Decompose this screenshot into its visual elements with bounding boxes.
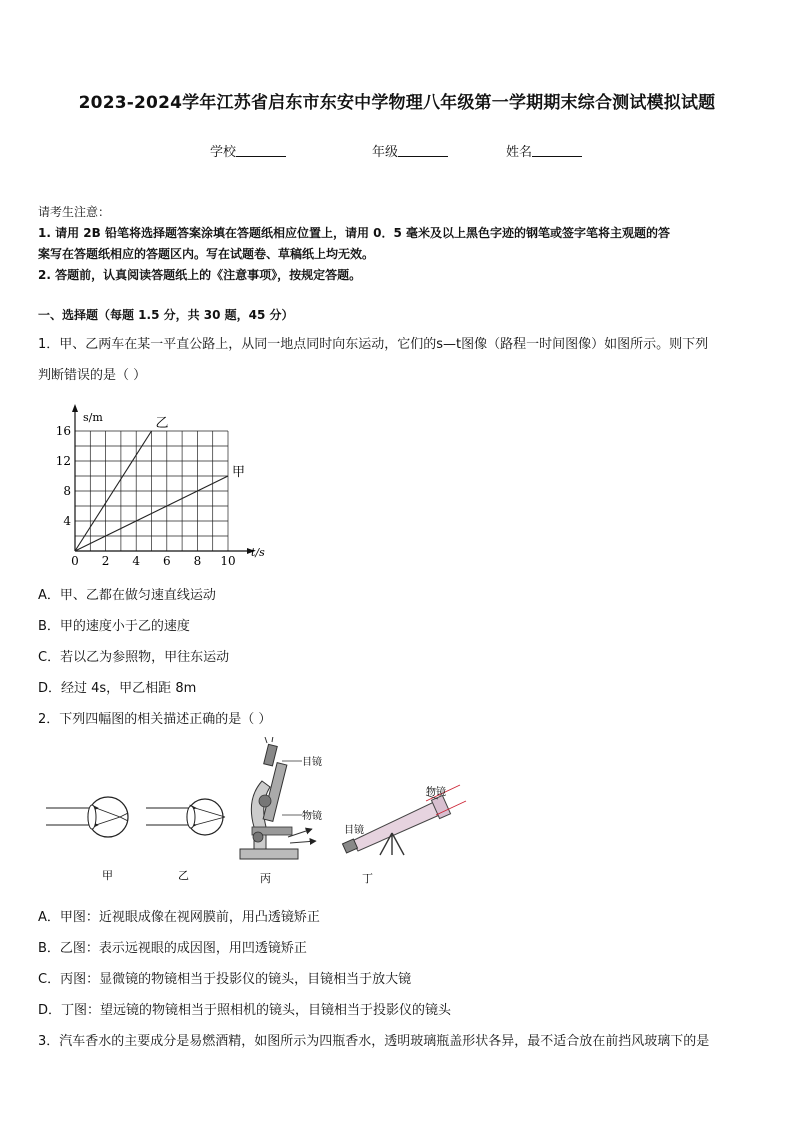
q2-stem: 2．下列四幅图的相关描述正确的是（ ） xyxy=(38,712,272,727)
page-title: 2023-2024学年江苏省启东市东安中学物理八年级第一学期期末综合测试模拟试题 xyxy=(78,93,716,113)
figure-label-ding: 丁 xyxy=(362,872,373,885)
notice-item-2: 2. 答题前，认真阅读答题纸上的《注意事项》，按规定答题。 xyxy=(38,268,362,282)
series-label-1: 乙 xyxy=(155,416,169,431)
eye-figure-yi xyxy=(146,799,225,882)
school-field[interactable] xyxy=(210,141,286,160)
x-tick-label: 10 xyxy=(220,554,236,568)
q3-stem: 3．汽车香水的主要成分是易燃酒精，如图所示为四瓶香水，透明玻璃瓶盖形状各异，最不适合放在前挡风玻璃下的是 xyxy=(38,1034,710,1049)
chart-grid xyxy=(75,431,228,551)
callout-objective-telescope: 物镜 xyxy=(426,787,446,798)
q2-option-d[interactable]: D．丁图：望远镜的物镜相当于照相机的镜头，目镜相当于投影仪的镜头 xyxy=(38,1003,452,1018)
callout-objective-microscope: 物镜 xyxy=(302,811,322,822)
q2-figures xyxy=(40,737,480,887)
school-label: 学校 xyxy=(210,145,237,160)
notice-heading: 请考生注意： xyxy=(38,205,111,219)
eye-figure-jia xyxy=(46,797,128,882)
school-blank[interactable] xyxy=(236,144,286,157)
y-tick-label: 12 xyxy=(55,454,71,468)
figure-label-bing: 丙 xyxy=(260,872,271,885)
name-field[interactable] xyxy=(506,141,582,160)
microscope-figure xyxy=(240,737,322,885)
callout-eyepiece-microscope: 目镜 xyxy=(302,757,322,768)
q1-stem-line-1: 1．甲、乙两车在某一平直公路上，从同一地点同时向东运动，它们的s—t图像（路程一时间图像）如图所示。则下列 xyxy=(38,337,709,352)
grade-field[interactable] xyxy=(372,141,448,160)
section-heading: 一、选择题（每题 1.5 分，共 30 题，45 分） xyxy=(38,308,294,322)
y-axis-arrow xyxy=(72,404,78,412)
name-label: 姓名 xyxy=(506,145,533,160)
chart-ticks xyxy=(56,424,236,568)
figure-label-jia: 甲 xyxy=(102,869,113,882)
notice-item-1-line-1: 1. 请用 2B 铅笔将选择题答案涂填在答题纸相应位置上，请用 0．5 毫米及以上黑色字迹的钢笔或签字笔将主观题的答 xyxy=(38,226,670,240)
x-tick-label: 4 xyxy=(132,554,141,568)
q1-stem-line-2: 判断错误的是（ ） xyxy=(38,368,147,383)
x-tick-label: 6 xyxy=(162,554,171,568)
telescope-figure xyxy=(342,785,466,885)
q1-option-b[interactable]: B．甲的速度小于乙的速度 xyxy=(38,619,190,634)
name-blank[interactable] xyxy=(532,144,582,157)
grade-blank[interactable] xyxy=(398,144,448,157)
x-tick-label: 8 xyxy=(193,554,202,568)
series-label-2: 甲 xyxy=(232,465,246,480)
y-axis-label: s/m xyxy=(83,411,103,424)
grade-label: 年级 xyxy=(372,145,399,160)
y-tick-label: 4 xyxy=(63,514,71,528)
x-tick-label: 0 xyxy=(71,554,79,568)
q2-option-a[interactable]: A．甲图：近视眼成像在视网膜前，用凸透镜矫正 xyxy=(38,910,320,925)
y-tick-label: 8 xyxy=(63,484,71,498)
y-tick-label: 16 xyxy=(55,424,71,438)
x-axis-label: t/s xyxy=(251,546,265,559)
notice-item-1-line-2: 案写在答题纸相应的答题区内。写在试题卷、草稿纸上均无效。 xyxy=(38,247,375,261)
q1-option-c[interactable]: C．若以乙为参照物，甲往东运动 xyxy=(38,650,230,665)
figure-label-yi: 乙 xyxy=(178,869,189,882)
callout-eyepiece-telescope: 目镜 xyxy=(344,825,364,836)
q2-option-b[interactable]: B．乙图：表示远视眼的成因图，用凹透镜矫正 xyxy=(38,941,307,956)
x-tick-label: 2 xyxy=(101,554,110,568)
q1-option-d[interactable]: D．经过 4s，甲乙相距 8m xyxy=(38,681,197,696)
q1-option-a[interactable]: A．甲、乙都在做匀速直线运动 xyxy=(38,588,216,603)
q2-option-c[interactable]: C．丙图：显微镜的物镜相当于投影仪的镜头，目镜相当于放大镜 xyxy=(38,972,412,987)
chart-series xyxy=(75,416,245,551)
st-graph xyxy=(55,398,275,568)
